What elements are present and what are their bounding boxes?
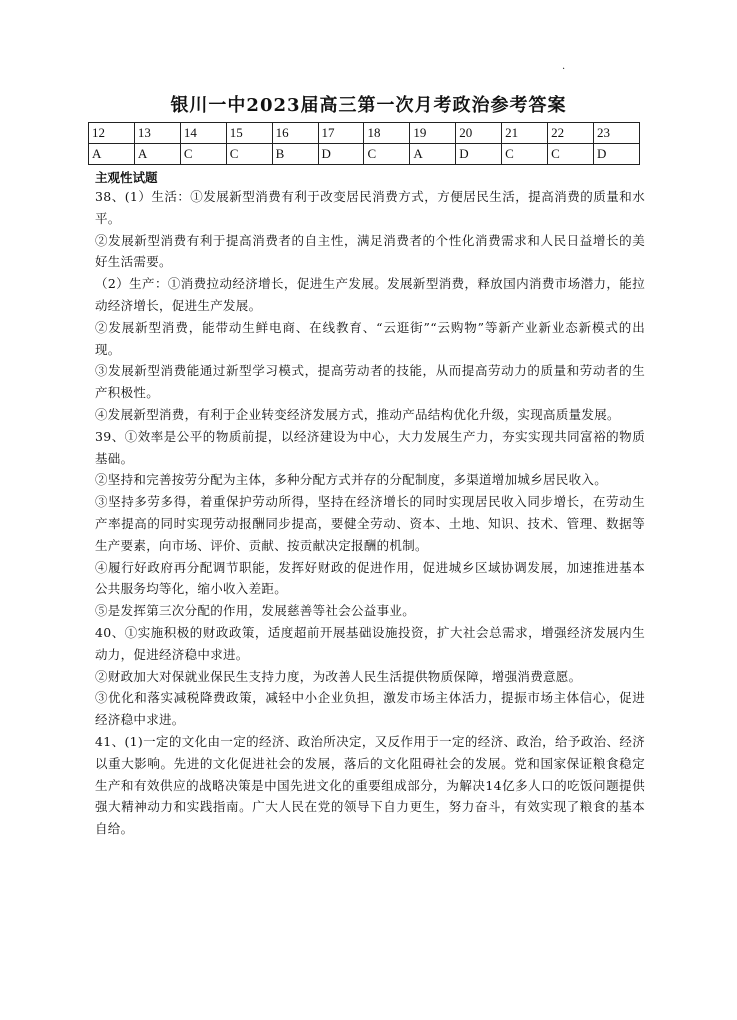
- question-number-cell: 18: [364, 123, 410, 144]
- answer-cell: C: [548, 144, 594, 165]
- question-number-cell: 21: [502, 123, 548, 144]
- document-title: 银川一中2023届高三第一次月考政治参考答案: [170, 95, 567, 116]
- answer-paragraph: ②坚持和完善按劳分配为主体，多种分配方式并存的分配制度，多渠道增加城乡居民收入。: [95, 472, 608, 488]
- answer-paragraph: ②财政加大对保就业保民生支持力度，为改善人民生活提供物质保障，增强消费意愿。: [95, 668, 582, 684]
- answer-cell: D: [456, 144, 502, 165]
- question-number-cell: 16: [272, 123, 318, 144]
- question-number-cell: 20: [456, 123, 502, 144]
- question-number-cell: 15: [226, 123, 272, 144]
- answer-cell: A: [134, 144, 180, 165]
- answer-paragraph: 40、①实施积极的财政政策，适度超前开展基础设施投资，扩大社会总需求，增强经济发展内生动力，促进经济稳中求进。: [95, 624, 645, 662]
- answer-cell: C: [226, 144, 272, 165]
- answer-paragraph: ③坚持多劳多得，着重保护劳动所得，坚持在经济增长的同时实现居民收入同步增长，在劳动生产率提高的同时实现劳动报酬同步提高，要健全劳动、资本、土地、知识、技术、管理、数据等生产要素，向市场、评价、贡献、按贡献决定报酬的机制。: [95, 494, 645, 553]
- answer-paragraph: 39、①效率是公平的物质前提，以经济建设为中心，大力发展生产力，夯实实现共同富裕的物质基础。: [95, 428, 645, 466]
- answer-paragraph: 41、(1)一定的文化由一定的经济、政治所决定，又反作用于一定的经济、政治，给予政治、经济以重大影响。先进的文化促进社会的发展，落后的文化阻碍社会的发展。党和国家保证粮食稳定生产和有效供应的战略决策是中国先进文化的重要组成部分，为解决14亿多人口的吃饭问题提供强大精神动力和实践指南。广大人民在党的领导下自力更生，努力奋斗，有效实现了粮食的基本自给。: [95, 733, 645, 837]
- question-number-cell: 14: [180, 123, 226, 144]
- answer-cell: A: [410, 144, 456, 165]
- answer-cell: D: [593, 144, 639, 165]
- answer-paragraph: ②发展新型消费有利于提高消费者的自主性，满足消费者的个性化消费需求和人民日益增长的美好生活需要。: [95, 232, 645, 270]
- answer-paragraph: ④履行好政府再分配调节职能，发挥好财政的促进作用，促进城乡区域协调发展，加速推进基本公共服务均等化，缩小收入差距。: [95, 559, 645, 597]
- answer-cell: B: [272, 144, 318, 165]
- answer-paragraph: ⑤是发挥第三次分配的作用，发展慈善等社会公益事业。: [95, 603, 416, 619]
- answer-paragraph: ④发展新型消费，有利于企业转变经济发展方式，推动产品结构优化升级，实现高质量发展。: [95, 406, 620, 422]
- corner-mark: .: [562, 61, 566, 72]
- answer-paragraph: （2）生产：①消费拉动经济增长，促进生产发展。发展新型消费，释放国内消费市场潜力，能拉动经济增长，促进生产发展。: [95, 276, 645, 313]
- answer-cell: C: [180, 144, 226, 165]
- answer-cell: A: [89, 144, 135, 165]
- answer-paragraph: ②发展新型消费，能带动生鲜电商、在线教育、“云逛街”“云购物”等新产业新业态新模式的出现。: [95, 319, 645, 357]
- answer-paragraph: ③优化和落实减税降费政策，减轻中小企业负担，激发市场主体活力，提振市场主体信心，促进经济稳中求进。: [95, 690, 645, 728]
- answer-cell: C: [502, 144, 548, 165]
- question-number-cell: 17: [318, 123, 364, 144]
- answer-paragraph: 38、(1）生活：①发展新型消费有利于改变居民消费方式，方便居民生活，提高消费的质量和水平。: [95, 189, 645, 226]
- question-number-row: [89, 123, 640, 144]
- question-number-cell: 12: [89, 123, 135, 144]
- answer-cell: C: [364, 144, 410, 165]
- answer-content: [95, 169, 645, 840]
- question-number-cell: 13: [134, 123, 180, 144]
- answer-cell: D: [318, 144, 364, 165]
- section-heading: 主观性试题: [95, 170, 158, 185]
- question-number-cell: 23: [593, 123, 639, 144]
- question-number-cell: 19: [410, 123, 456, 144]
- answer-table: [88, 122, 640, 165]
- answer-row: [89, 144, 640, 165]
- answer-paragraph: ③发展新型消费能通过新型学习模式，提高劳动者的技能，从而提高劳动力的质量和劳动者的生产积极性。: [95, 363, 645, 401]
- question-number-cell: 22: [548, 123, 594, 144]
